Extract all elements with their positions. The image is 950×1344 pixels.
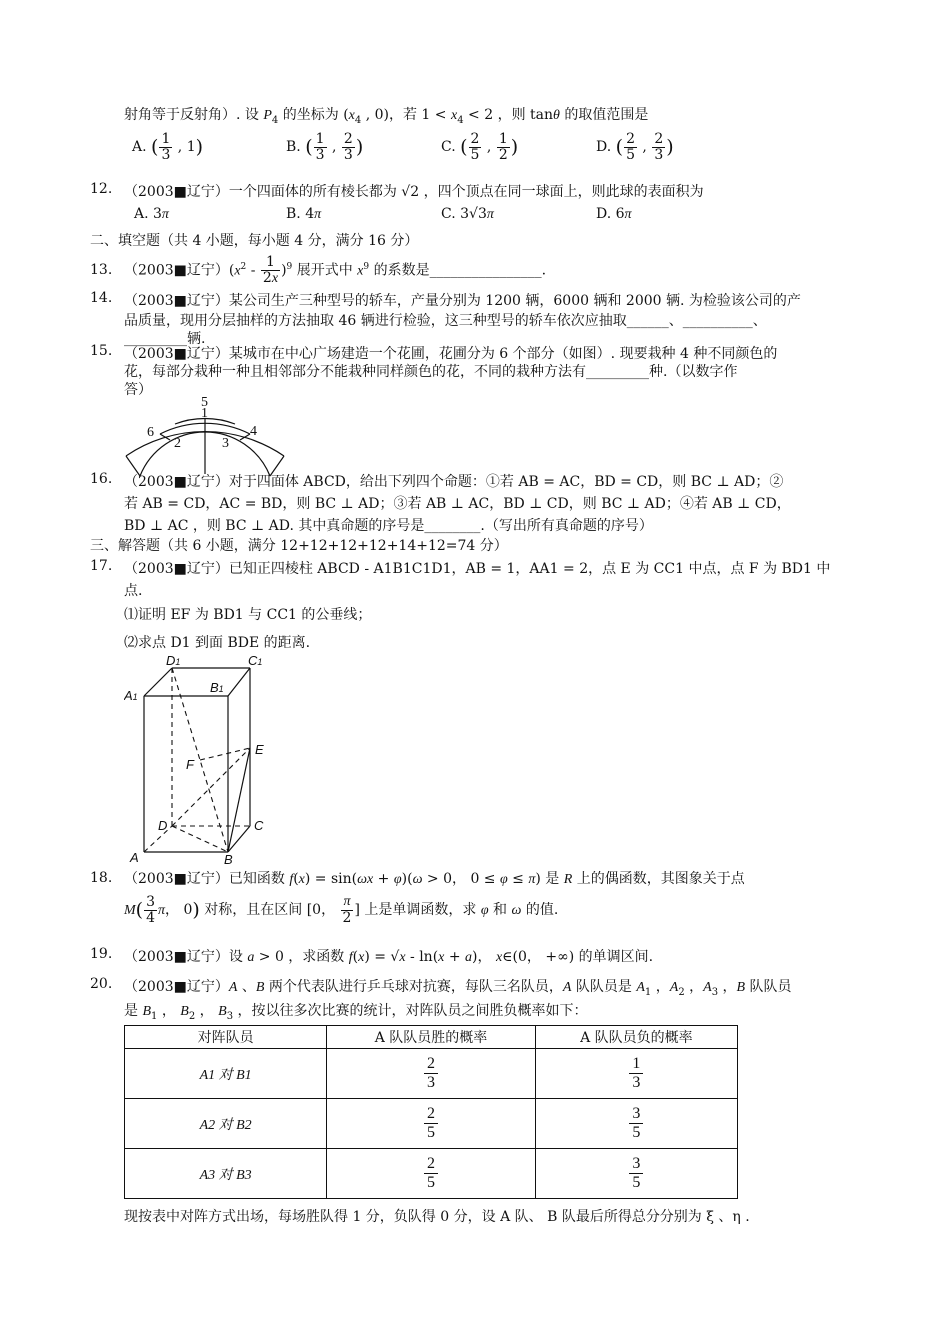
q17-line-2: 点. [124,583,143,599]
q17-line-1: （2003■辽宁）已知正四棱柱 ABCD - A1B1C1D1，AB = 1，AA1 = 2，点 E 为 CC1 中点，点 F 为 BD1 中 [124,561,831,577]
section-2-heading: 二、填空题（共 4 小题，每小题 4 分，满分 16 分） [90,233,419,249]
q11-tail-line: 射角等于反射角）. 设 $P_4$ 的坐标为 ($x_4$ , 0)，若 $1 < x_4 < 2$ ，则 tanθ 的取值范围是 [124,107,649,126]
table-cell-pair: A3 对 B3 [125,1149,327,1199]
q12-option-c: C. 3√3π [441,206,494,222]
q12-option-a: A. 3π [134,206,169,222]
q11-option-d: D. ( $\frac{2}{5}$ , $\frac{2}{3}$ ) [596,131,674,163]
q18-line-1: （2003■辽宁）已知函数 f(x) = sin(ωx + φ)(ω > 0， 0 ≤ φ ≤ π) 是 R 上的偶函数，其图象关于点 [124,871,745,887]
table-header-cell: 对阵队员 [125,1026,327,1049]
table-cell-win: $\frac{2}{3}$ [327,1049,535,1099]
table-cell-pair: A2 对 B2 [125,1099,327,1149]
table-header-cell: A 队队员负的概率 [535,1026,737,1049]
table-cell-lose: $\frac{3}{5}$ [535,1099,737,1149]
table-row [125,1099,738,1149]
q15-line-3: 答） [124,382,152,398]
q14-number: 14. [90,290,113,306]
prism-label-b: B [224,852,233,866]
q14-line-3: _________辆. [124,331,206,347]
table-cell-win: $\frac{2}{5}$ [327,1149,535,1199]
flower-bed-figure [120,388,290,480]
q17-part-2: ⑵求点 D1 到面 BDE 的距离. [124,635,311,651]
q19-stem: （2003■辽宁）设 a > 0 ，求函数 f(x) = √x - ln(x + a)， x∈(0， +∞) 的单调区间. [124,949,654,965]
q20-line-1: （2003■辽宁）A 、B 两个代表队进行乒乓球对抗赛，每队三名队员，A 队队员是 $A_1$ ，$A_2$ ，$A_3$ ，B 队队员 [124,979,792,998]
q11-option-c: C. ( $\frac{2}{5}$ , $\frac{1}{2}$ ) [441,131,519,163]
table-row [125,1049,738,1099]
q11-option-a: A. ( $\frac{1}{3}$ , 1) [132,131,204,163]
q11-option-b: B. ( $\frac{1}{3}$ , $\frac{2}{3}$ ) [286,131,364,163]
flower-bed-label-6: 6 [147,425,154,440]
table-header-row [125,1026,738,1049]
q13-stem: （2003■辽宁）($x^2$ - $\frac{1}{2x}$ )$^9$ 展开式中 $x^9$ 的系数是________________. [124,254,547,286]
section-3-heading: 三、解答题（共 6 小题，满分 12+12+12+12+14+12=74 分） [90,538,508,554]
flower-bed-label-3: 3 [222,436,229,451]
probability-table [124,1025,738,1199]
flower-bed-label-2: 2 [174,436,181,451]
q12-number: 12. [90,181,113,197]
prism-label-e: E [255,742,264,757]
q16-line-3: BD ⊥ AC ，则 BC ⊥ AD. 其中真命题的序号是________.（写出所有真命题的序号） [124,518,653,534]
prism-label-d: D [158,818,168,833]
prism-label-d1: D1 [166,653,181,668]
prism-label-c: C [254,818,264,833]
q12-option-b: B. 4π [286,206,322,222]
q15-line-1: （2003■辽宁）某城市在中心广场建造一个花圃，花圃分为 6 个部分（如图）. 现要栽种 4 种不同颜色的 [124,346,778,362]
prism-label-c1: C1 [248,653,263,668]
q17-part-1: ⑴证明 EF 为 BD1 与 CC1 的公垂线； [124,607,372,623]
prism-label-a1: A1 [124,688,138,703]
q18-line-2: M( $\frac{3}{4}$ π， 0) 对称，且在区间 [0， $\frac{\pi}{2}$ ] 上是单调函数，求 φ 和 ω 的值. [124,894,559,926]
q12-stem: （2003■辽宁）一个四面体的所有棱长都为 √2 ，四个顶点在同一球面上，则此球的表面积为 [124,184,704,200]
prism-label-f: F [186,757,194,772]
prism-label-b1: B1 [210,680,224,695]
flower-bed-label-1: 1 [201,406,208,421]
q16-line-1: （2003■辽宁）对于四面体 ABCD，给出下列四个命题：①若 AB = AC，BD = CD，则 BC ⊥ AD；② [124,474,784,490]
table-cell-lose: $\frac{3}{5}$ [535,1149,737,1199]
q20-after-table: 现按表中对阵方式出场，每场胜队得 1 分，负队得 0 分，设 A 队、 B 队最后所得总分分别为 ξ 、η . [124,1209,750,1225]
flower-bed-label-4: 4 [250,424,257,439]
q16-line-2: 若 AB = CD，AC = BD，则 BC ⊥ AD；③若 AB ⊥ AC，BD ⊥ CD，则 BC ⊥ AD；④若 AB ⊥ CD， [124,496,791,512]
q13-number: 13. [90,262,113,278]
q14-line-2: 品质量，现用分层抽样的方法抽取 46 辆进行检验，这三种型号的轿车依次应抽取______、__________、 [124,313,767,329]
q20-line-2: 是 $B_1$ ， $B_2$ ， $B_3$ ，按以往多次比赛的统计，对阵队员之间胜负概率如下： [124,1003,588,1022]
q16-number: 16. [90,471,113,487]
table-row [125,1149,738,1199]
prism-label-a: A [130,850,139,865]
q19-number: 19. [90,946,113,962]
table-header-cell: A 队队员胜的概率 [327,1026,535,1049]
q18-number: 18. [90,870,113,886]
q15-line-2: 花，每部分栽种一种且相邻部分不能栽种同样颜色的花，不同的栽种方法有_________种.（以数字作 [124,364,738,380]
q12-option-d: D. 6π [596,206,632,222]
table-cell-pair: A1 对 B1 [125,1049,327,1099]
q14-line-1: （2003■辽宁）某公司生产三种型号的轿车，产量分别为 1200 辆，6000 辆和 2000 辆. 为检验该公司的产 [124,293,801,309]
table-cell-win: $\frac{2}{5}$ [327,1099,535,1149]
q17-number: 17. [90,558,113,574]
flower-bed-label-5: 5 [201,395,208,410]
q20-number: 20. [90,976,113,992]
prism-figure [124,652,274,866]
table-cell-lose: $\frac{1}{3}$ [535,1049,737,1099]
q15-number: 15. [90,343,113,359]
